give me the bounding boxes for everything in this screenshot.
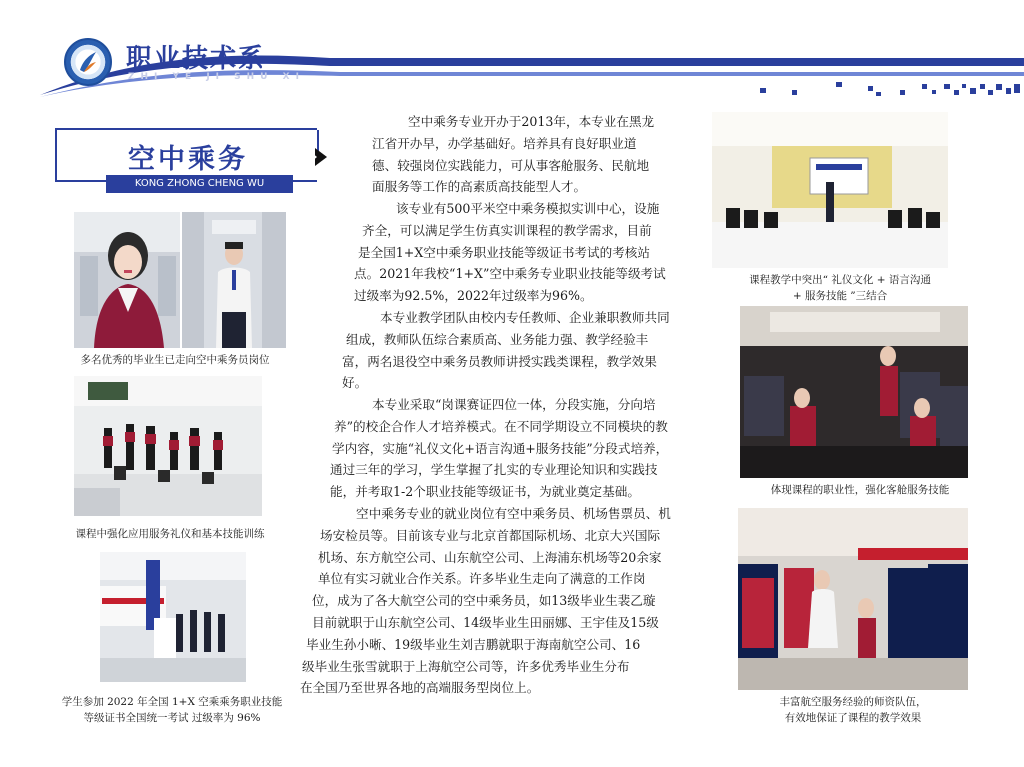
paragraph-2 [354, 198, 666, 307]
bird-emblem-icon [78, 50, 98, 74]
text-line: 目前就职于山东航空公司、14级毕业生田丽娜、王宇佳及15级 [312, 614, 659, 630]
caption-1x-exam-line-1: 学生参加 2022 年全国 1+X 空乘乘务职业技能 [61, 696, 283, 708]
text-line: 毕业生孙小晰、19级毕业生刘吉鹏就职于海南航空公司、16 [306, 636, 641, 652]
text-line: 空中乘务专业开办于2013年，本专业在黑龙 [408, 114, 655, 129]
text-line: 单位有实习就业合作关系。许多毕业生走向了满意的工作岗 [318, 571, 646, 587]
text-line: 点。2021年我校“1+X”空中乘务专业职业技能等级考试 [354, 266, 666, 282]
text-line: 该专业有500平米空中乘务模拟实训中心，设施 [396, 201, 660, 216]
paragraph-5 [300, 503, 671, 699]
text-line: 场安检员等。目前该专业与北京首都国际机场、北京大兴国际 [320, 527, 661, 543]
text-line: 本专业教学团队由校内专任教师、企业兼职教师共同 [380, 310, 670, 325]
paragraph-1 [372, 111, 654, 198]
text-line: 在全国乃至世界各地的高端服务型岗位上。 [300, 680, 540, 696]
section-title-box [55, 128, 317, 182]
text-line: 位，成为了各大航空公司的空中乘务员，如13级毕业生裴乙璇 [312, 593, 656, 609]
caption-teaching-staff-line-2: 有效地保证了课程的教学效果 [784, 712, 922, 724]
section-pinyin: KONG ZHONG CHENG WU [106, 175, 293, 193]
photo-classroom-lecture [712, 112, 948, 268]
text-line: 江省开办早，办学基础好。培养具有良好职业道 [372, 135, 637, 151]
text-line: 学内容，实施“礼仪文化+语言沟通+服务技能”分段式培养， [332, 440, 669, 456]
caption-etiquette-training: 课程中强化应用服务礼仪和基本技能训练 [75, 528, 265, 540]
paragraph-3 [342, 307, 670, 394]
text-line: 德、较强岗位实践能力，可从事客舱服务、民航地 [372, 157, 650, 173]
text-line: 能，并考取1-2个职业技能等级证书，为就业奠定基础。 [330, 484, 640, 500]
text-line: 通过三年的学习，学生掌握了扎实的专业理论知识和实践技 [330, 462, 658, 478]
school-logo [64, 38, 112, 86]
photo-male-attendant-cabin [182, 212, 286, 348]
text-line: 富，两名退役空中乘务员教师讲授实践类课程，教学效果 [342, 353, 657, 369]
photo-etiquette-training-class [74, 376, 262, 516]
text-line: 面服务等工作的高素质高技能型人才。 [372, 179, 587, 195]
text-line: 是全国1+X空中乘务职业技能等级证书考试的考核站 [358, 244, 650, 260]
page-header [0, 0, 1024, 100]
photo-teaching-staff-cabin [738, 508, 968, 690]
caption-cabin-service: 体现课程的职业性，强化客舱服务技能 [770, 484, 950, 496]
text-line: 齐全，可以满足学生仿真实训课程的教学需求，目前 [362, 222, 652, 238]
text-line: 养”的校企合作人才培养模式。在不同学期设立不同模块的教 [334, 418, 668, 434]
caption-classroom-line-1: 课程教学中突出“ 礼仪文化 + 语言沟通 [749, 274, 931, 286]
text-line: 过级率为92.5%，2022年过级率为96%。 [354, 288, 593, 304]
text-line: 本专业采取“岗课赛证四位一体，分段实施，分向培 [372, 397, 656, 412]
text-line: 空中乘务专业的就业岗位有空中乘务员、机场售票员、机 [356, 506, 671, 521]
caption-classroom [720, 272, 960, 304]
text-line: 组成，教师队伍综合素质高、业务能力强、教学经验丰 [346, 331, 649, 347]
caption-graduates: 多名优秀的毕业生已走向空中乘务员岗位 [80, 354, 270, 366]
caption-teaching-staff [740, 694, 966, 726]
caption-teaching-staff-line-1: 丰富航空服务经验的师资队伍， [779, 696, 927, 708]
caption-1x-exam-line-2: 等级证书全国统一考试 过级率为 96% [83, 712, 261, 724]
caption-classroom-line-2: + 服务技能 ”三结合 [792, 290, 888, 302]
photo-flight-attendant-portrait [74, 212, 180, 348]
department-title: 职业技术系 [126, 44, 267, 74]
photo-cabin-service-training [740, 306, 968, 478]
department-pinyin: ZHI YE JI SHU XI [128, 72, 305, 82]
photo-1x-exam-hall [100, 552, 246, 682]
text-line: 级毕业生张雪就职于上海航空公司等，许多优秀毕业生分布 [302, 658, 630, 674]
caption-1x-exam [40, 694, 304, 726]
text-line: 机场、东方航空公司、山东航空公司、上海浦东机场等20余家 [318, 549, 662, 565]
paragraph-4 [330, 394, 668, 503]
section-title: 空中乘务 [128, 144, 248, 175]
text-line: 好。 [342, 375, 368, 391]
chevron-right-icon [315, 148, 327, 166]
